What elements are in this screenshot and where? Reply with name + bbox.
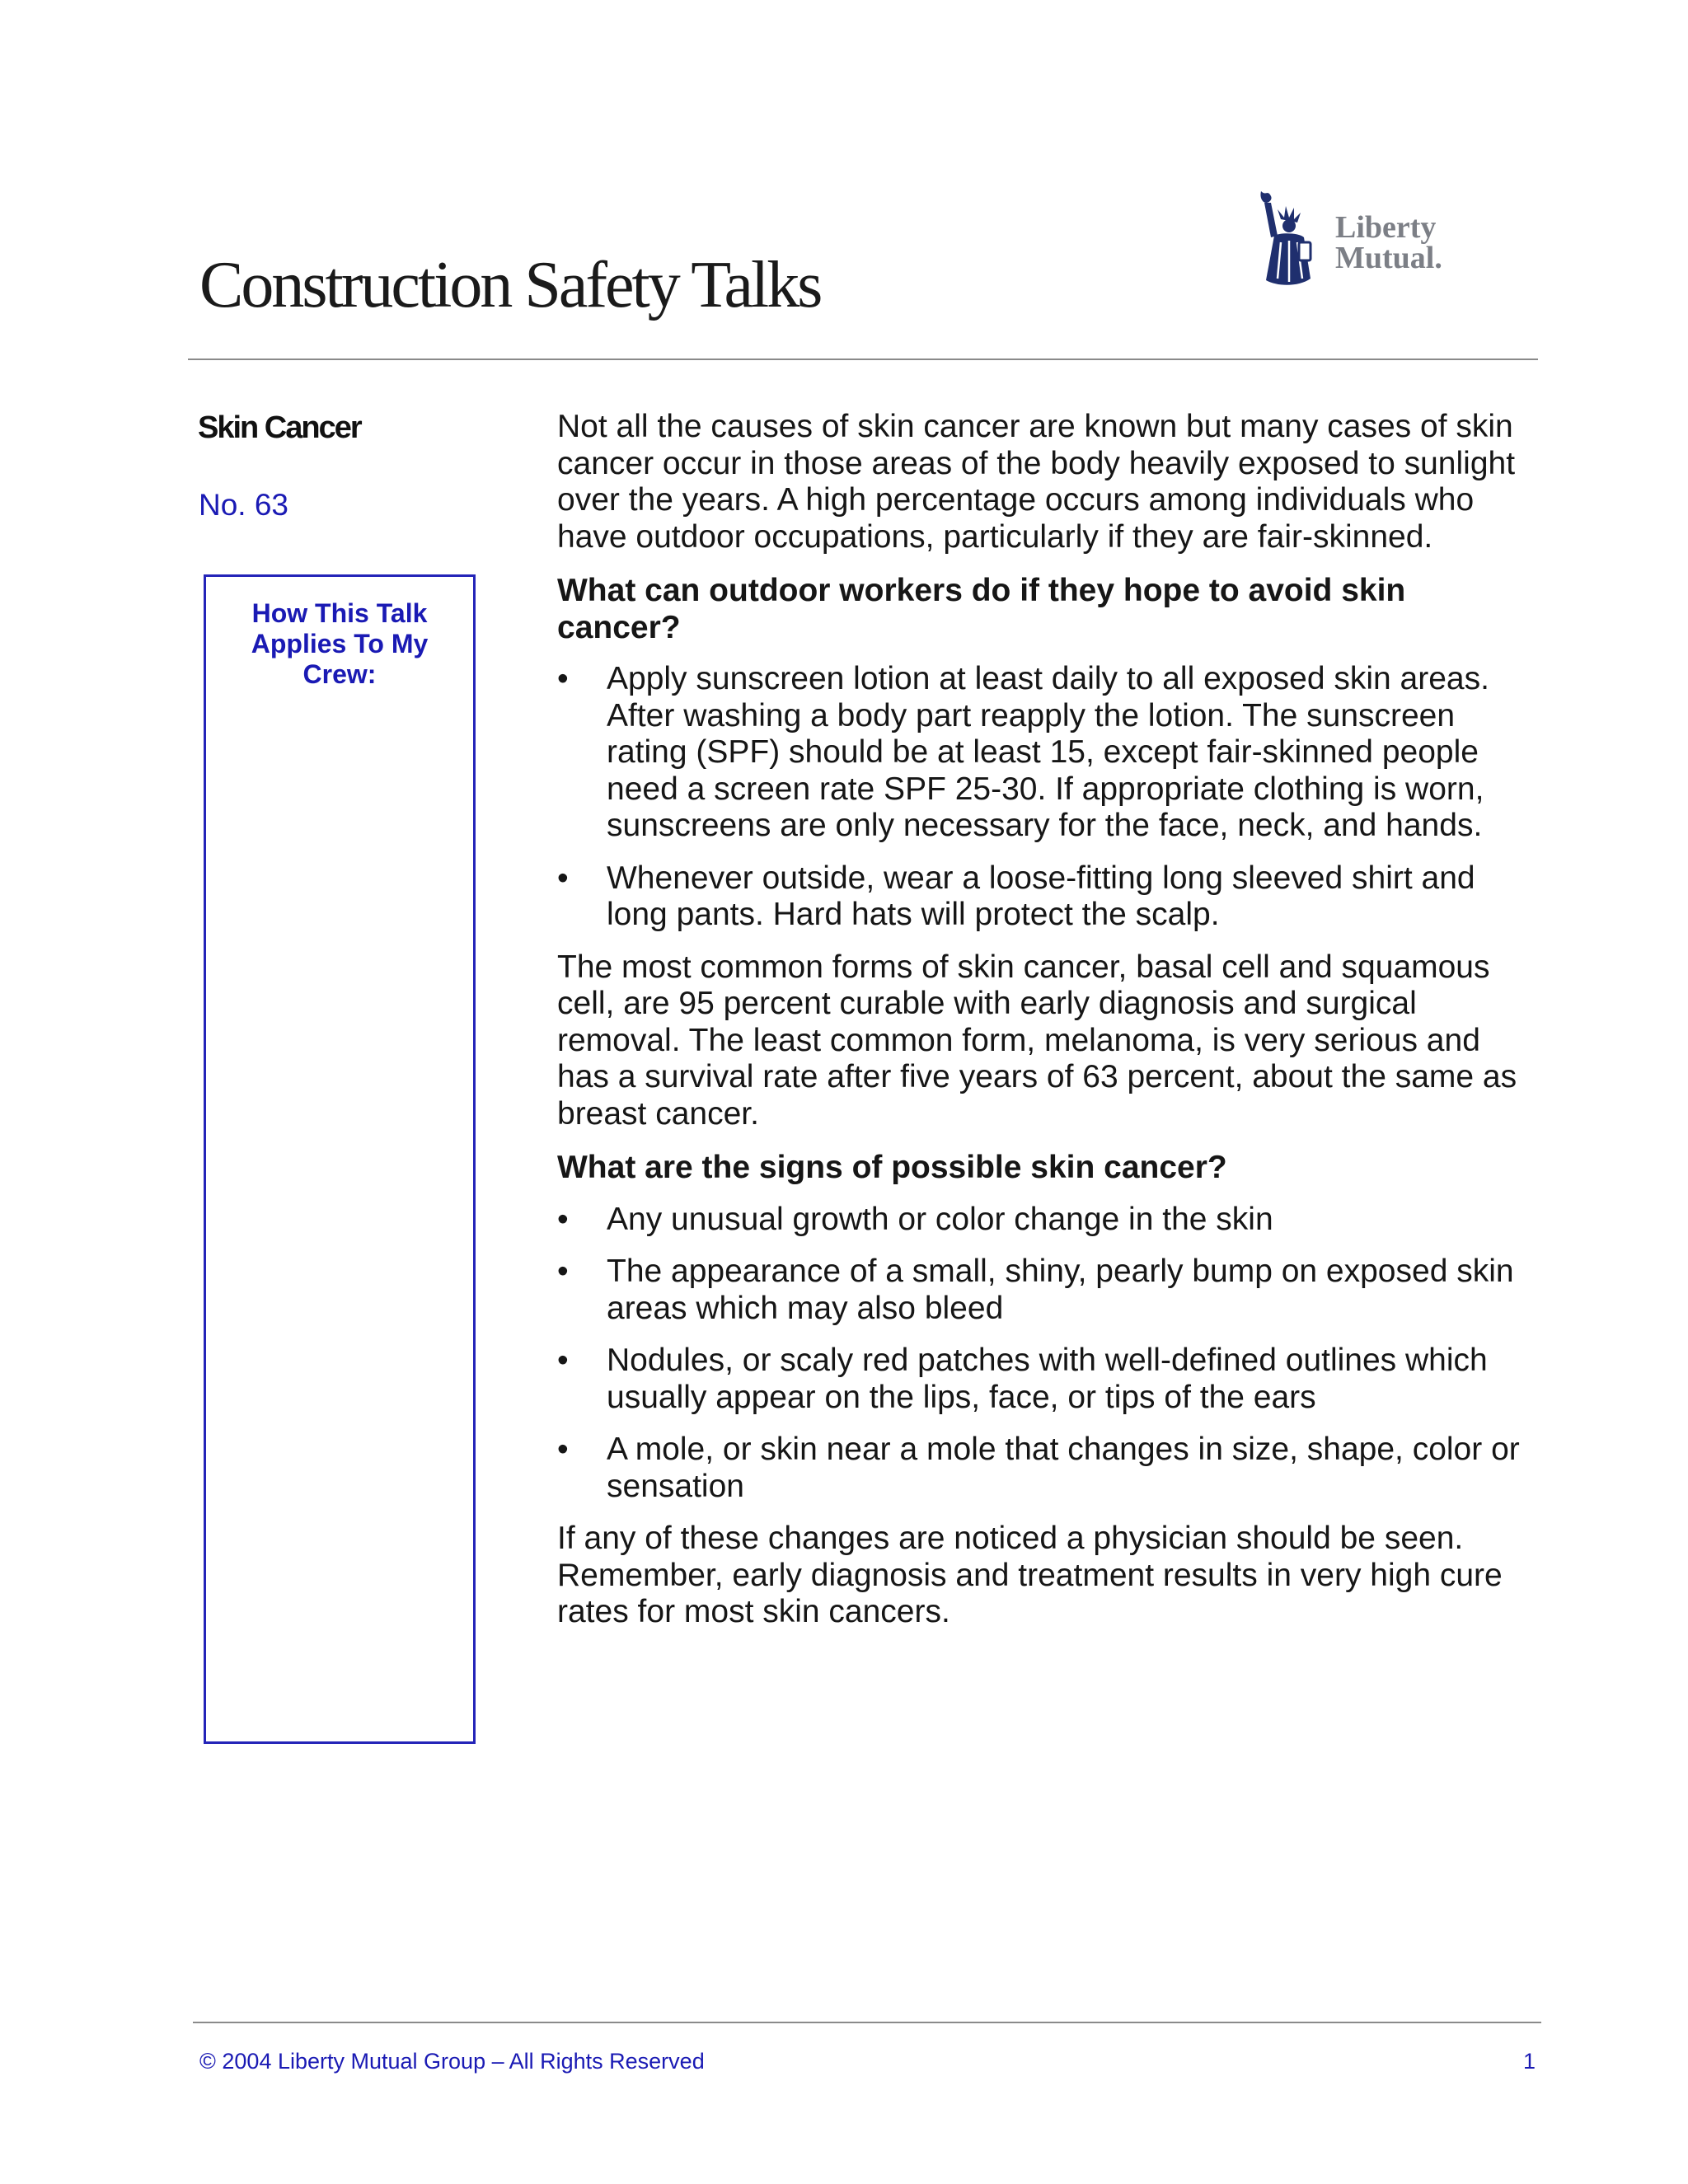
header-divider — [188, 359, 1538, 360]
statue-of-liberty-icon — [1253, 188, 1327, 290]
list-item: • Any unusual growth or color change in the skin — [557, 1202, 1530, 1239]
page-number: 1 — [1523, 2049, 1536, 2074]
talk-number: No. 63 — [199, 488, 289, 522]
list-item: • The appearance of a small, shiny, pearly bump on exposed skin areas which may also bleed — [557, 1254, 1530, 1327]
logo-wordmark — [1335, 210, 1442, 275]
list-item: • Whenever outside, wear a loose-fitting long sleeved shirt and long pants. Hard hats will protect the scalp. — [557, 860, 1530, 934]
logo-line-mutual: Mutual. — [1335, 241, 1442, 275]
logo-line-liberty: Liberty — [1335, 210, 1437, 245]
document-title: Construction Safety Talks — [199, 249, 821, 321]
list-item: • A mole, or skin near a mole that changes in size, shape, color or sensation — [557, 1432, 1530, 1505]
section-heading-prevention: What can outdoor workers do if they hope to avoid skin cancer? — [557, 573, 1406, 645]
copyright-notice: © 2004 Liberty Mutual Group – All Rights Reserved — [199, 2049, 705, 2074]
closing-paragraph: If any of these changes are noticed a physician should be seen. Remember, early diagnosis and treatment results in very high cure rates for most skin cancers. — [557, 1521, 1503, 1629]
talk-content — [557, 409, 1530, 1648]
list-item: • Nodules, or scaly red patches with well-defined outlines which usually appear on the lips, face, or tips of the ears — [557, 1343, 1530, 1416]
section-heading-signs: What are the signs of possible skin cancer? — [557, 1150, 1227, 1185]
prevention-list — [557, 661, 1530, 934]
footer-divider — [193, 2022, 1541, 2023]
crew-notes-box — [204, 574, 476, 1744]
crew-box-heading: How This Talk Applies To My Crew: — [251, 598, 429, 689]
list-item: • Apply sunscreen lotion at least daily to all exposed skin areas. After washing a body part reapply the lotion. The sunscreen rating (SPF) should be at least 15, except fair-skinned people need a screen rate SPF 25-30. If appropriate clothing is worn, sunscreens are only necessary for the face, neck, and hands. — [557, 661, 1530, 845]
intro-paragraph: Not all the causes of skin cancer are known but many cases of skin cancer occur in those areas of the body heavily exposed to sunlight over the years. A high percentage occurs among individuals who have outdoor occupations, particularly if they are fair-skinned. — [557, 409, 1516, 555]
topic-title: Skin Cancer — [198, 410, 361, 445]
signs-list — [557, 1202, 1530, 1506]
survival-paragraph: The most common forms of skin cancer, basal cell and squamous cell, are 95 percent curable with early diagnosis and surgical removal. The least common form, melanoma, is very serious and has a survival rate after five years of 63 percent, about the same as breast cancer. — [557, 949, 1517, 1132]
liberty-mutual-logo — [1253, 188, 1475, 290]
